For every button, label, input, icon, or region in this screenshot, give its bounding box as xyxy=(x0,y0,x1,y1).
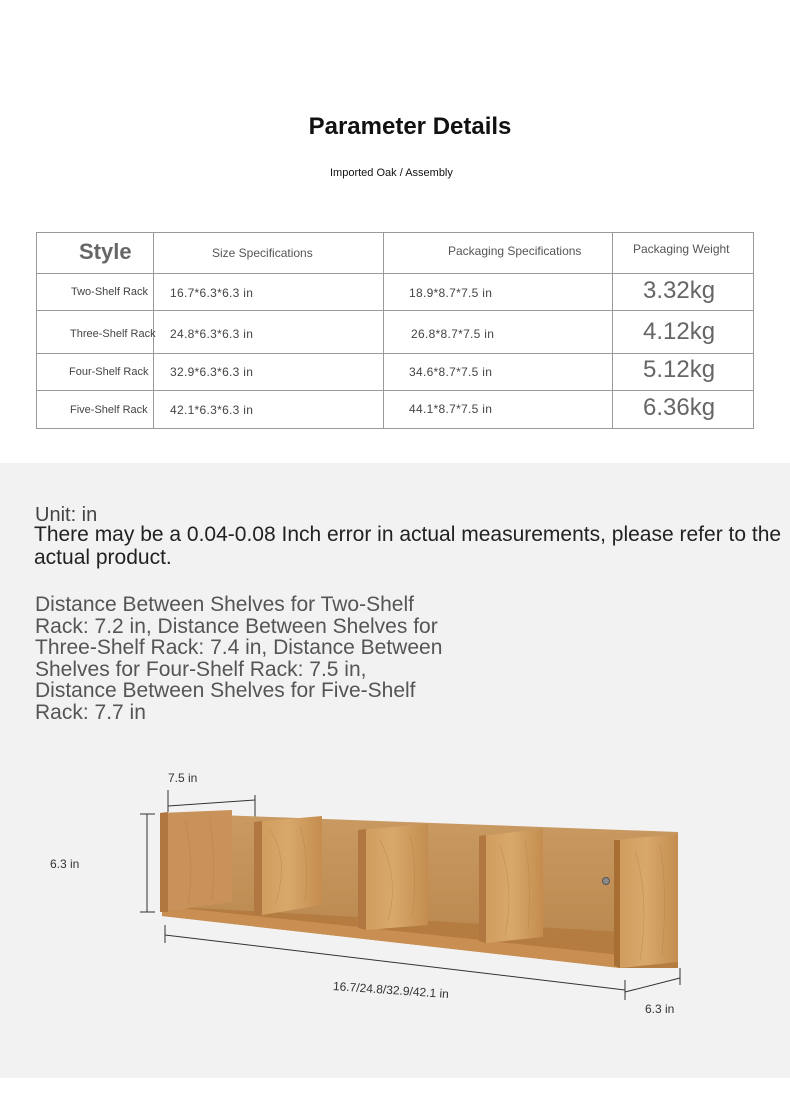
header-size: Size Specifications xyxy=(212,246,313,260)
page-title: Parameter Details xyxy=(308,113,512,140)
row-weight: 6.36kg xyxy=(643,394,716,421)
row-size: 16.7*6.3*6.3 in xyxy=(170,286,254,300)
header-packaging: Packaging Specifications xyxy=(448,244,582,258)
row-size: 32.9*6.3*6.3 in xyxy=(170,365,254,379)
row-style: Four-Shelf Rack xyxy=(69,366,149,378)
header-weight: Packaging Weight xyxy=(633,242,730,256)
shelf-distance-note: Distance Between Shelves for Two-Shelf Rack: 7.2 in, Distance Between Shelves for Three-Shelf Rack: 7.4 in, Distance Between Shelves for Four-Shelf Rack: 7.5 in, Distance Between Shelves for Five-Shelf Rack: 7.7 in xyxy=(35,593,443,724)
wooden-shelf-illustration xyxy=(130,770,730,1030)
shelf-divider xyxy=(254,816,322,915)
mounting-screw-icon xyxy=(603,878,610,885)
row-divider xyxy=(36,390,754,391)
shelf-divider xyxy=(479,829,543,943)
depth-dimension-label: 6.3 in xyxy=(645,1002,675,1016)
material-note: Imported Oak / Assembly xyxy=(330,167,453,179)
column-divider xyxy=(383,232,384,429)
row-weight: 3.32kg xyxy=(643,277,716,304)
column-divider xyxy=(612,232,613,429)
row-packaging: 18.9*8.7*7.5 in xyxy=(409,286,493,300)
row-style: Two-Shelf Rack xyxy=(71,286,149,298)
row-weight: 4.12kg xyxy=(643,318,716,345)
error-note: There may be a 0.04-0.08 Inch error in actual measurements, please refer to the actual product. xyxy=(34,523,782,569)
length-dimension-label: 16.7/24.8/32.9/42.1 in xyxy=(332,979,450,1002)
spec-table xyxy=(36,232,754,429)
row-size: 24.8*6.3*6.3 in xyxy=(170,327,254,341)
spacing-dimension-label: 7.5 in xyxy=(168,771,198,785)
row-style: Five-Shelf Rack xyxy=(70,404,148,416)
row-divider xyxy=(36,310,754,311)
row-packaging: 44.1*8.7*7.5 in xyxy=(409,402,493,416)
shelf-left-panel xyxy=(160,810,232,912)
row-style: Three-Shelf Rack xyxy=(70,328,156,340)
unit-note: Unit: in xyxy=(35,504,98,526)
shelf-divider xyxy=(358,824,428,930)
row-divider xyxy=(36,273,754,274)
row-divider xyxy=(36,353,754,354)
header-style: Style xyxy=(79,239,132,264)
row-packaging: 26.8*8.7*7.5 in xyxy=(411,327,495,341)
row-packaging: 34.6*8.7*7.5 in xyxy=(409,365,493,379)
height-dimension-label: 6.3 in xyxy=(50,857,80,871)
row-weight: 5.12kg xyxy=(643,356,716,383)
shelf-right-panel xyxy=(614,834,678,968)
row-size: 42.1*6.3*6.3 in xyxy=(170,403,254,417)
